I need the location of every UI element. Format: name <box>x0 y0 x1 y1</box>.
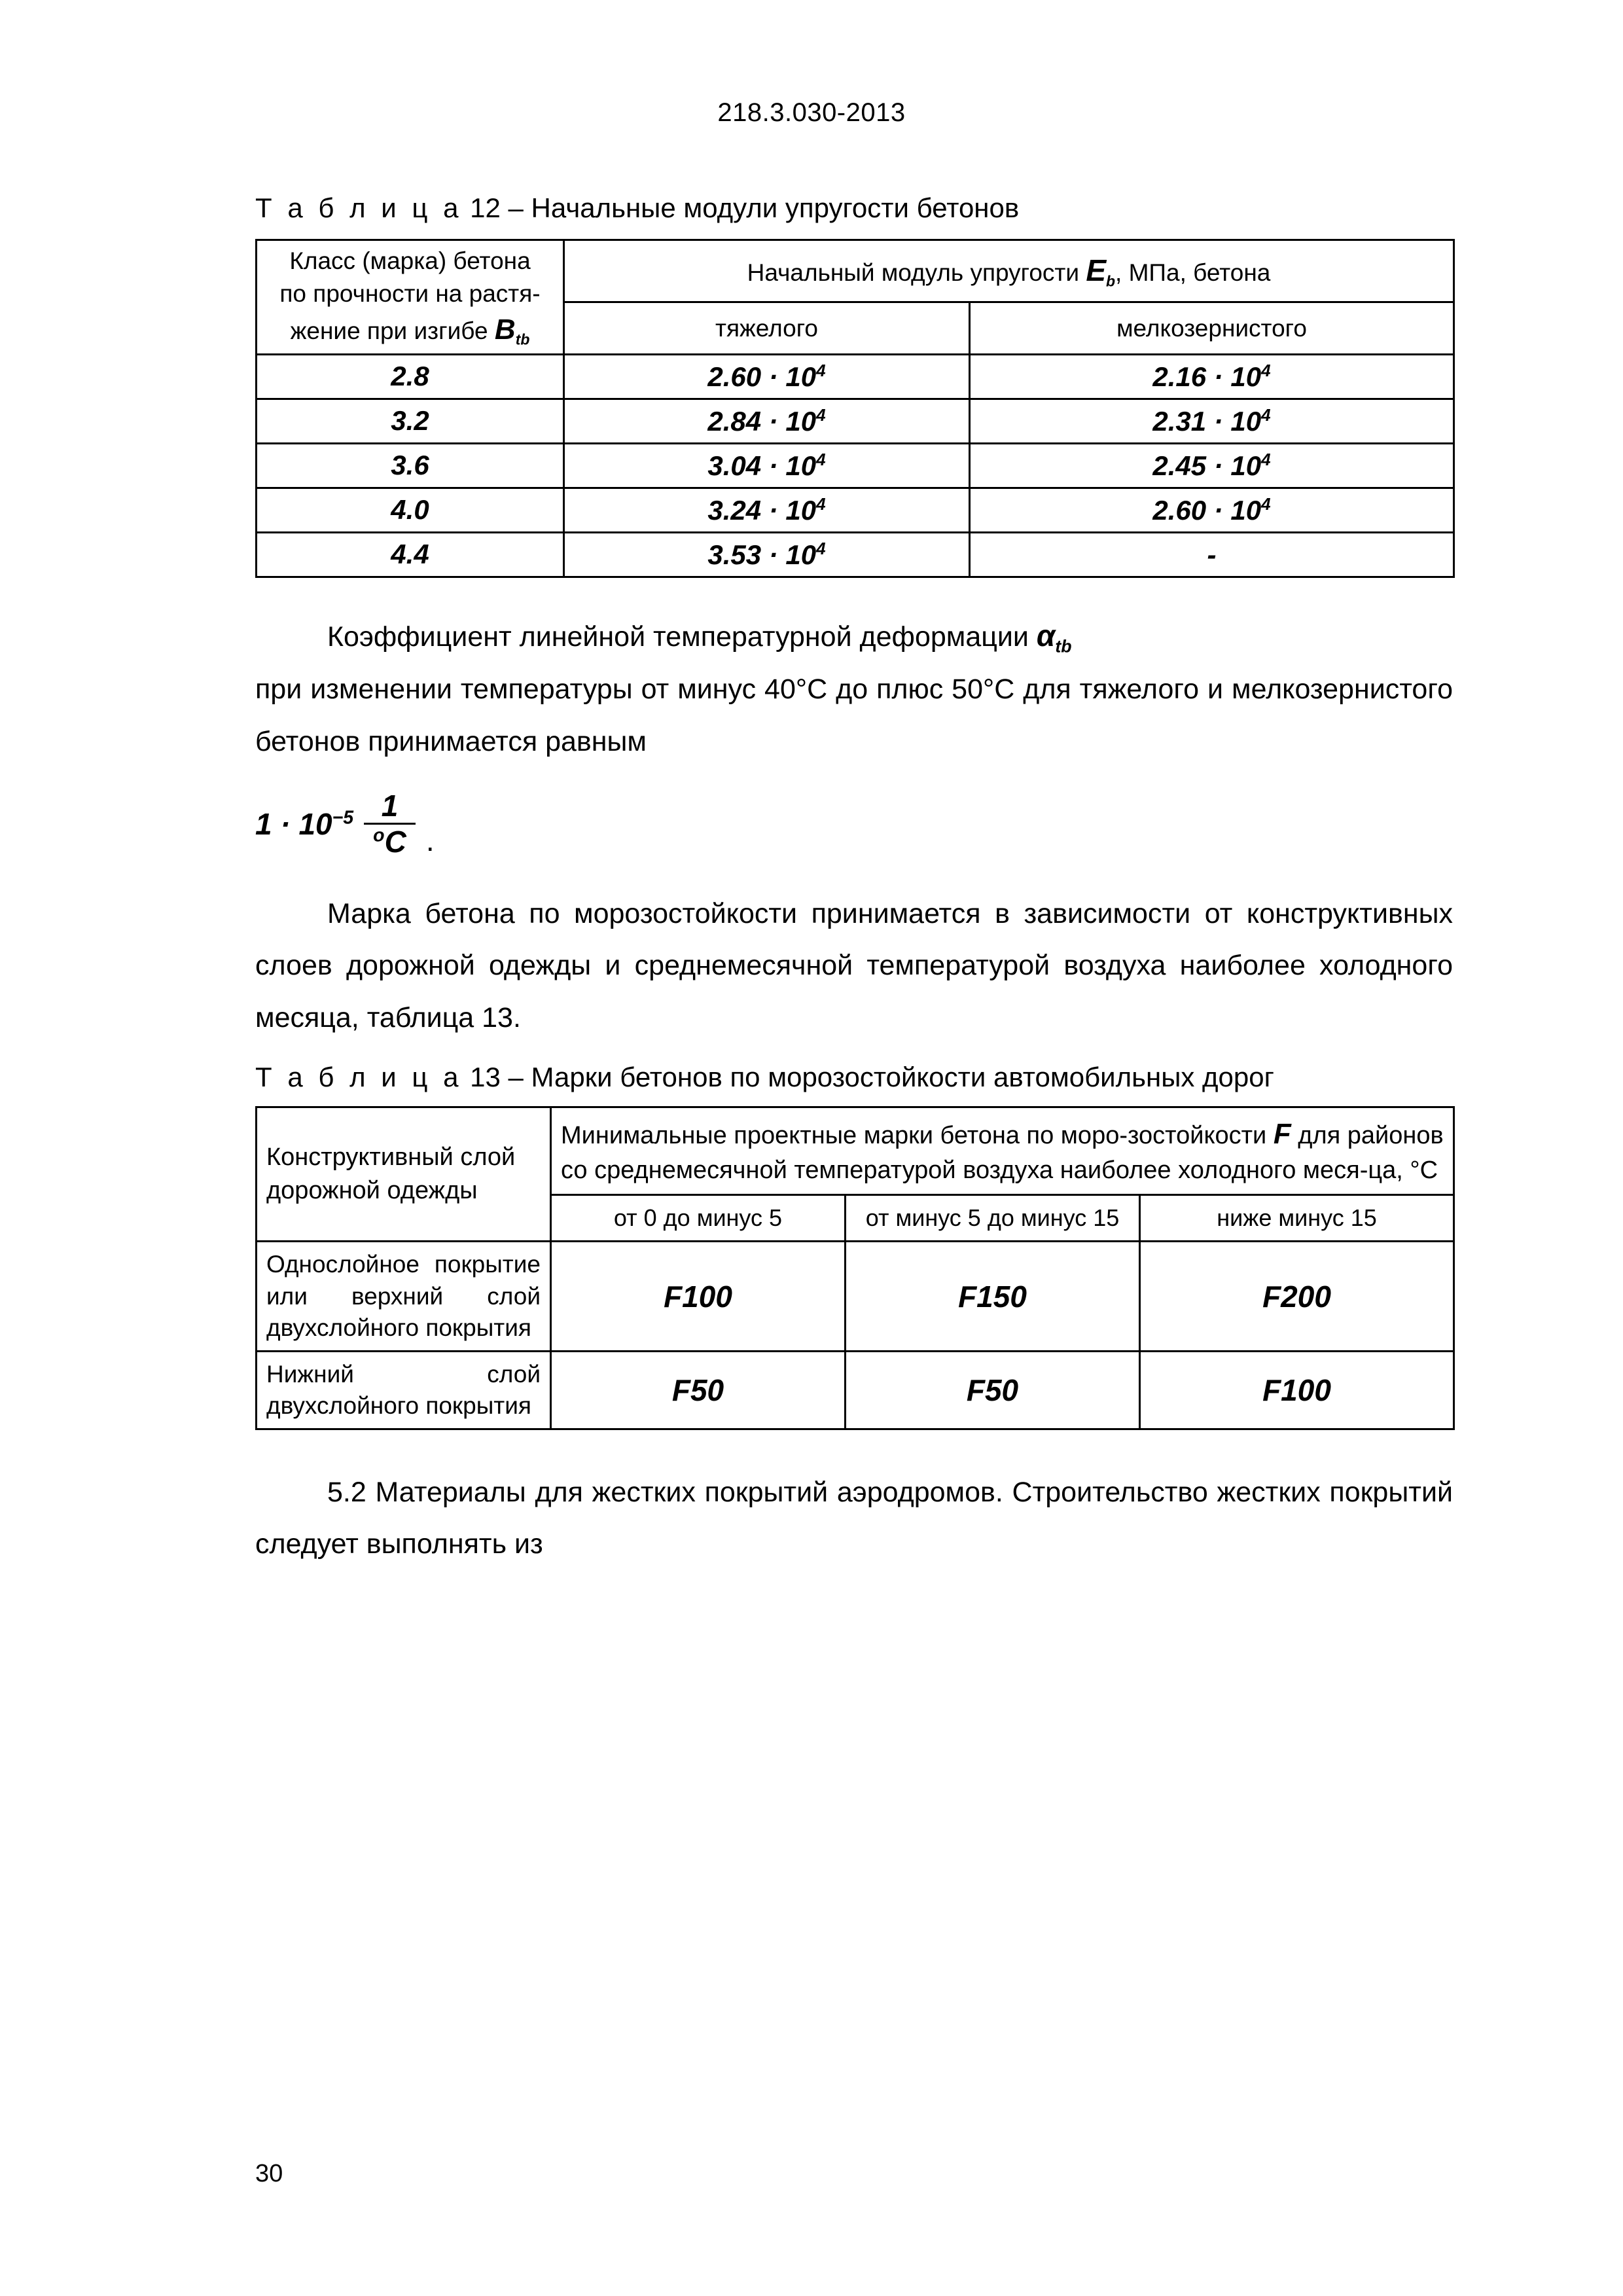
table-13 <box>255 1106 1455 1430</box>
table-row <box>257 488 1454 532</box>
table-13-header-marks <box>551 1107 1454 1195</box>
table-13-cell-mark: F150 <box>846 1242 1140 1351</box>
table-row <box>257 240 1454 302</box>
page-number: 30 <box>255 2160 283 2187</box>
table-12-cell-heavy: $3.53 \cdot 10^4$ <box>564 532 970 577</box>
table-12-header-modulus-suffix: , МПа, бетона <box>1115 259 1271 287</box>
table-13-row-label: Нижний слой двухслойного покрытия <box>257 1351 551 1429</box>
table-13-header-marks-part1: Минимальные проектные марки бетона по моро-зостойкости <box>561 1122 1267 1150</box>
formula-denominator: $^o$С <box>373 825 406 859</box>
paragraph-frost-resistance <box>255 888 1453 1045</box>
table-12-header-modulus-symbol-sub: b <box>1106 272 1116 290</box>
table-13-header-marks-part2: для районов со среднемесячной температурой воздуха наиболее холодного меся-ца, °С <box>561 1122 1444 1184</box>
table-13-header-layer-line2: дорожной одежды <box>266 1177 478 1205</box>
formula-linear-deformation <box>255 790 1453 858</box>
table-13-cell-mark: F100 <box>551 1242 846 1351</box>
table-12-caption-prefix: Т а б л и ц а <box>255 192 463 223</box>
paragraph-section-5-2-text: 5.2 Материалы для жестких покрытий аэродромов. Строительство жестких покрытий следует выполнять из <box>255 1476 1453 1560</box>
table-12-cell-fine: $2.16 \cdot 10^4$ <box>970 354 1454 399</box>
table-12-caption-text: 12 – Начальные модули упругости бетонов <box>470 192 1020 223</box>
table-12-subheader-fine: мелкозернистого <box>970 302 1454 354</box>
table-13-row-label: Однослойное покрытие или верхний слой двухслойного покрытия <box>257 1242 551 1351</box>
table-12-header-modulus-symbol: E <box>1086 253 1106 288</box>
table-12-cell-heavy: $2.60 \cdot 10^4$ <box>564 354 970 399</box>
table-13-cell-mark: F100 <box>1140 1351 1454 1429</box>
table-row <box>257 354 1454 399</box>
table-row <box>257 1242 1454 1351</box>
table-12-cell-heavy: $3.04 \cdot 10^4$ <box>564 443 970 488</box>
table-12-cell-class: 3.6 <box>257 443 564 488</box>
table-13-caption <box>255 1058 1453 1097</box>
alpha-symbol: α <box>1036 618 1056 653</box>
table-13-subheader-range-2: от минус 5 до минус 15 <box>846 1194 1140 1242</box>
table-12-header-modulus-prefix: Начальный модуль упругости <box>747 259 1080 287</box>
table-12-cell-fine: - <box>970 532 1454 577</box>
alpha-symbol-sub: tb <box>1055 636 1072 656</box>
page-content <box>255 190 1453 1571</box>
table-row <box>257 1107 1454 1195</box>
table-row <box>257 443 1454 488</box>
table-12-cell-fine: $2.31 \cdot 10^4$ <box>970 399 1454 443</box>
table-12-header-class-line2: по прочности на растя- <box>279 279 541 307</box>
table-13-caption-text: 13 – Марки бетонов по морозостойкости автомобильных дорог <box>470 1062 1274 1093</box>
table-13-subheader-range-3: ниже минус 15 <box>1140 1194 1454 1242</box>
table-12-header-class-symbol: B <box>494 313 516 346</box>
table-13-header-marks-symbol: F <box>1273 1118 1291 1151</box>
table-12-cell-heavy: $2.84 \cdot 10^4$ <box>564 399 970 443</box>
table-12-cell-class: 4.4 <box>257 532 564 577</box>
table-row <box>257 1351 1454 1429</box>
paragraph-frost-text: Марка бетона по морозостойкости принимается в зависимости от конструктивных слоев дорожной одежды и среднемесячной температурой воздуха наиболее холодного месяца, таблица 13. <box>255 897 1453 1033</box>
table-row <box>257 399 1454 443</box>
table-12-cell-fine: $2.60 \cdot 10^4$ <box>970 488 1454 532</box>
table-12-cell-heavy: $3.24 \cdot 10^4$ <box>564 488 970 532</box>
formula-left: $1 \cdot 10^{-5}$ <box>255 806 354 841</box>
table-row <box>257 532 1454 577</box>
table-13-cell-mark: F50 <box>846 1351 1140 1429</box>
formula-fraction <box>364 790 416 858</box>
paragraph-thermal-part1: Коэффициент линейной температурной деформации <box>327 620 1029 653</box>
table-12-cell-class: 3.2 <box>257 399 564 443</box>
table-12-cell-class: 2.8 <box>257 354 564 399</box>
page-header-document-number: 218.3.030-2013 <box>717 98 906 127</box>
formula-numerator: 1 <box>364 790 416 825</box>
table-12-subheader-heavy: тяжелого <box>564 302 970 354</box>
table-12-cell-fine: $2.45 \cdot 10^4$ <box>970 443 1454 488</box>
table-12-caption <box>255 190 1453 227</box>
table-13-subheader-range-1: от 0 до минус 5 <box>551 1194 846 1242</box>
table-12-header-class-symbol-sub: tb <box>515 330 530 348</box>
paragraph-thermal-part2: при изменении температуры от минус 40°С до плюс 50°С для тяжелого и мелкозернистого бетонов принимается равным <box>255 673 1453 757</box>
paragraph-section-5-2 <box>255 1467 1453 1571</box>
table-13-caption-prefix: Т а б л и ц а <box>255 1062 463 1093</box>
table-13-cell-mark: F200 <box>1140 1242 1454 1351</box>
paragraph-thermal-deformation <box>255 608 1453 858</box>
formula-period: . <box>425 823 435 857</box>
table-12 <box>255 239 1455 578</box>
table-13-cell-mark: F50 <box>551 1351 846 1429</box>
table-12-cell-class: 4.0 <box>257 488 564 532</box>
table-12-header-class-line1: Класс (марка) бетона <box>289 247 531 274</box>
table-13-header-layer <box>257 1107 551 1242</box>
table-13-header-layer-line1: Конструктивный слой <box>266 1143 516 1171</box>
table-12-header-modulus <box>564 240 1454 302</box>
table-12-header-class-line3: жение при изгибе <box>290 317 488 344</box>
table-12-header-class <box>257 240 564 354</box>
